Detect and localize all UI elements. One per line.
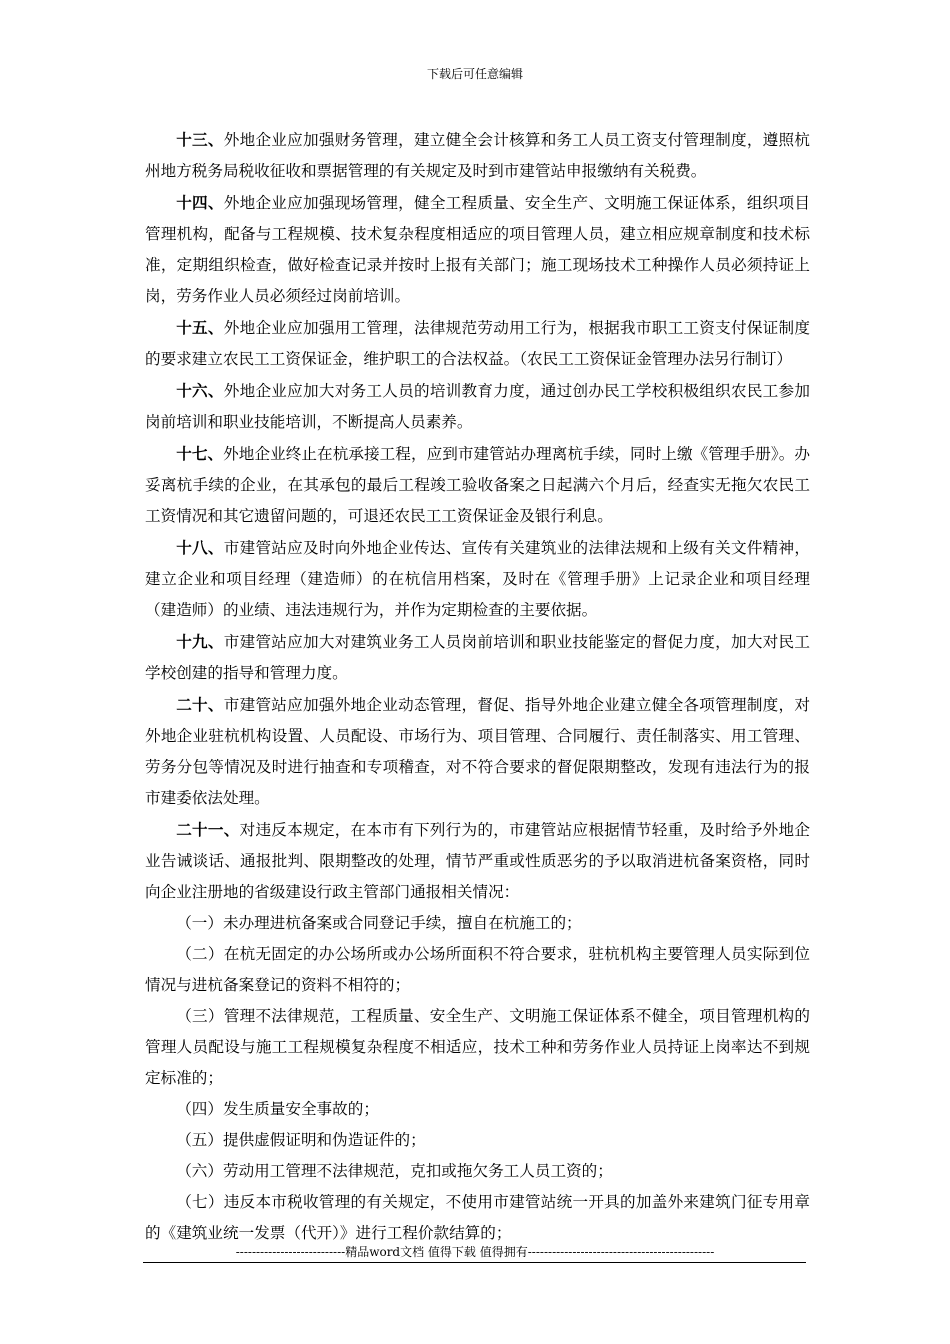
document-body [145,124,810,1249]
clause-text: （七）违反本市税收管理的有关规定，不使用市建管站统一开具的加盖外来建筑门征专用章的《建筑业统一发票（代开）》进行工程价款结算的； [145,1193,810,1242]
article-text: 市建管站应加大对建筑业务工人员岗前培训和职业技能鉴定的督促力度，加大对民工学校创建的指导和管理力度。 [145,633,810,682]
article-text: 外地企业应加强现场管理，健全工程质量、安全生产、文明施工保证体系，组织项目管理机构，配备与工程规模、技术复杂程度相适应的项目管理人员，建立相应规章制度和技术标准，定期组织检查，做好检查记录并按时上报有关部门；施工现场技术工种操作人员必须持证上岗，劳务作业人员必须经过岗前培训。 [145,194,810,305]
article-21 [145,814,810,908]
clause-2 [145,939,810,1001]
article-13 [145,124,810,187]
article-19 [145,626,810,689]
article-text: 外地企业应加大对务工人员的培训教育力度，通过创办民工学校积极组织农民工参加岗前培训和职业技能培训，不断提高人员素养。 [145,382,810,431]
article-16 [145,375,810,438]
article-number: 十八、 [176,538,224,557]
clause-1 [145,908,810,939]
article-number: 十五、 [176,318,224,337]
clause-7 [145,1187,810,1249]
clause-4 [145,1094,810,1125]
clause-text: （三）管理不法律规范，工程质量、安全生产、文明施工保证体系不健全，项目管理机构的管理人员配设与施工工程规模复杂程度不相适应，技术工种和劳务作业人员持证上岗率达不到规定标准的； [145,1007,810,1087]
footer-divider [143,1262,806,1263]
article-number: 十七、 [176,444,224,463]
article-text: 外地企业应加强财务管理，建立健全会计核算和务工人员工资支付管理制度，遵照杭州地方税务局税收征收和票据管理的有关规定及时到市建管站申报缴纳有关税费。 [145,131,810,180]
article-14 [145,187,810,312]
header-note: 下载后可任意编辑 [426,67,523,81]
clause-3 [145,1001,810,1094]
clause-text: （四）发生质量安全事故的； [176,1100,379,1118]
clause-text: （五）提供虚假证明和伪造证件的； [176,1131,426,1149]
article-17 [145,438,810,532]
article-text: 市建管站应加强外地企业动态管理，督促、指导外地企业建立健全各项管理制度，对外地企业驻杭机构设置、人员配设、市场行为、项目管理、合同履行、责任制落实、用工管理、劳务分包等情况及时进行抽查和专项稽查，对不符合要求的督促限期整改，发现有违法行为的报市建委依法处理。 [145,696,810,807]
article-text: 外地企业应加强用工管理，法律规范劳动用工行为，根据我市职工工资支付保证制度的要求建立农民工工资保证金，维护职工的合法权益。（农民工工资保证金管理办法另行制订） [145,319,810,368]
article-text: 市建管站应及时向外地企业传达、宣传有关建筑业的法律法规和上级有关文件精神，建立企业和项目经理（建造师）的在杭信用档案，及时在《管理手册》上记录企业和项目经理（建造师）的业绩、违法违规行为，并作为定期检查的主要依据。 [145,539,810,619]
article-15 [145,312,810,375]
article-number: 十六、 [176,381,224,400]
article-number: 十三、 [176,130,224,149]
clause-5 [145,1125,810,1156]
article-number: 十四、 [176,193,224,212]
article-text: 外地企业终止在杭承接工程，应到市建管站办理离杭手续，同时上缴《管理手册》。办妥离杭手续的企业，在其承包的最后工程竣工验收备案之日起满六个月后，经查实无拖欠农民工工资情况和其它遗留问题的，可退还农民工工资保证金及银行利息。 [145,445,810,525]
clause-text: （六）劳动用工管理不法律规范，克扣或拖欠务工人员工资的； [176,1162,613,1180]
article-text: 对违反本规定，在本市有下列行为的，市建管站应根据情节轻重，及时给予外地企业告诫谈话、通报批判、限期整改的处理，情节严重或性质恶劣的予以取消进杭备案资格，同时向企业注册地的省级建设行政主管部门通报相关情况： [145,821,810,901]
article-18 [145,532,810,626]
article-number: 十九、 [176,632,224,651]
article-number: 二十、 [176,695,224,714]
clause-text: （一）未办理进杭备案或合同登记手续，擅自在杭施工的； [176,914,582,932]
clause-6 [145,1156,810,1187]
footer-note: ---------------------------精品word文档 值得下载 值得拥有---------------------------------------------- [235,1245,715,1259]
article-20 [145,689,810,814]
article-number: 二十一、 [176,820,240,839]
clause-text: （二）在杭无固定的办公场所或办公场所面积不符合要求，驻杭机构主要管理人员实际到位情况与进杭备案登记的资料不相符的； [145,945,810,994]
